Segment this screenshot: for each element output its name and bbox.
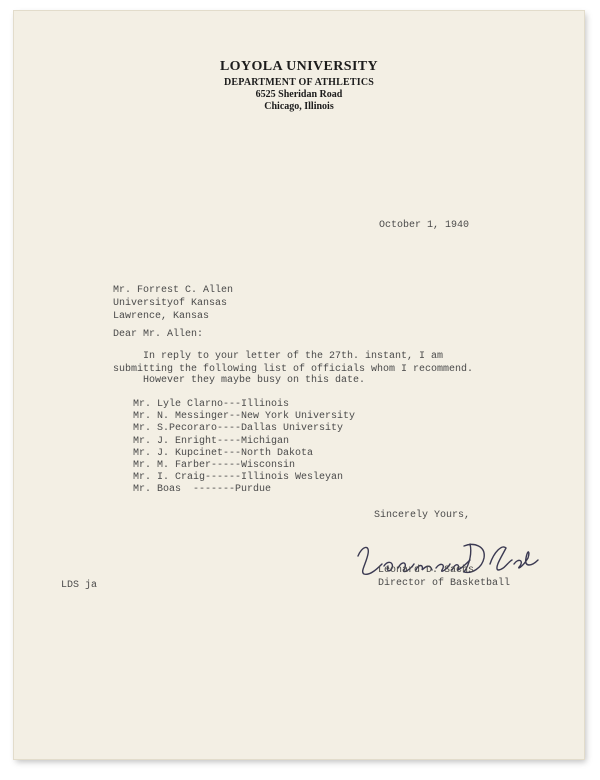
department-name: DEPARTMENT OF ATHLETICS xyxy=(223,77,374,88)
official-item: Mr. Boas -------Purdue xyxy=(133,484,272,496)
letter-page xyxy=(14,11,584,759)
closing: Sincerely Yours, xyxy=(374,510,471,521)
official-item: Mr. N. Messinger--New York University xyxy=(133,411,356,423)
letter-date: October 1, 1940 xyxy=(379,220,470,231)
official-item: Mr. S.Pecoraro----Dallas University xyxy=(133,423,344,435)
institution-name: LOYOLA UNIVERSITY xyxy=(219,59,379,74)
salutation: Dear Mr. Allen: xyxy=(113,329,204,340)
official-item: Mr. M. Farber-----Wisconsin xyxy=(133,460,296,472)
street-address: 6525 Sheridan Road xyxy=(255,89,343,100)
recipient-org: Universityof Kansas xyxy=(113,298,228,309)
official-item: Mr. J. Kupcinet---North Dakota xyxy=(133,447,314,459)
body-paragraph-1 xyxy=(113,350,473,376)
letterhead xyxy=(14,59,584,112)
typist-initials: LDS ja xyxy=(61,580,98,591)
body-line: In reply to your letter of the 27th. instant, I am xyxy=(143,351,444,362)
signer-name: Leonard D. Sachs xyxy=(378,565,475,576)
body-line: submitting the following list of officials whom I recommend. xyxy=(113,364,474,375)
signer-title: Director of Basketball xyxy=(378,578,511,589)
city-address: Chicago, Illinois xyxy=(264,101,334,112)
recipient-block xyxy=(113,284,233,323)
recipient-name: Mr. Forrest C. Allen xyxy=(113,285,234,296)
body-paragraph-2: However they maybe busy on this date. xyxy=(143,375,366,386)
officials-list xyxy=(113,399,355,497)
official-item: Mr. I. Craig------Illinois Wesleyan xyxy=(133,472,344,484)
official-item: Mr. Lyle Clarno---Illinois xyxy=(133,399,290,410)
official-item: Mr. J. Enright----Michigan xyxy=(133,435,290,447)
recipient-city: Lawrence, Kansas xyxy=(113,311,210,322)
signer-block xyxy=(378,564,510,590)
